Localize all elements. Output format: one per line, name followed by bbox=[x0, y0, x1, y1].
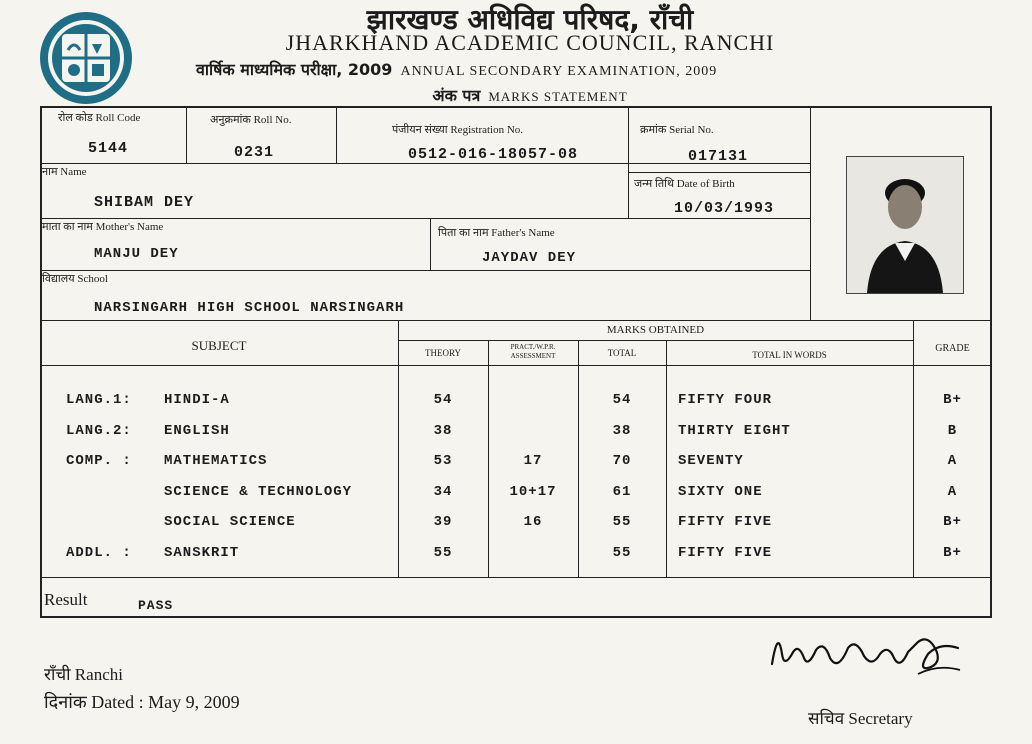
cell-grade: B+ bbox=[943, 514, 962, 530]
roll-code: 5144 bbox=[88, 140, 129, 157]
cell-words: SIXTY ONE bbox=[678, 483, 763, 500]
cell-words: FIFTY FOUR bbox=[678, 392, 773, 408]
cell-grade: A bbox=[947, 483, 958, 500]
secretary-label: सचिव Secretary bbox=[808, 709, 913, 728]
cell-total: 61 bbox=[612, 483, 632, 500]
theory-header: THEORY bbox=[425, 348, 461, 358]
secretary-signature bbox=[768, 624, 978, 688]
exam-title-hindi: वार्षिक माध्यमिक परीक्षा, 2009 bbox=[196, 60, 393, 79]
result-value: PASS bbox=[138, 598, 174, 613]
roll-code-label: रोल कोड Roll Code bbox=[58, 112, 141, 124]
student-name: SHIBAM DEY bbox=[94, 194, 195, 211]
cell-theory: 55 bbox=[433, 544, 453, 561]
marks-obtained-header: MARKS OBTAINED bbox=[606, 324, 705, 336]
cell-subject: HINDI-A bbox=[164, 392, 230, 408]
cell-grade: B+ bbox=[943, 544, 962, 561]
roll-no: 0231 bbox=[234, 144, 275, 161]
school-label: विद्यालय School bbox=[42, 273, 108, 285]
registration-no: 0512-016-18057-08 bbox=[408, 146, 579, 163]
title-hindi: झारखण्ड अधिविद्य परिषद, राँची bbox=[366, 3, 694, 36]
marks-statement-hindi: अंक पत्र bbox=[432, 86, 481, 105]
marks-statement-title bbox=[300, 84, 760, 106]
mother-name: MANJU DEY bbox=[94, 246, 179, 262]
cell-subject: ENGLISH bbox=[164, 422, 230, 439]
dob-label: जन्म तिथि Date of Birth bbox=[634, 178, 735, 190]
serial-no: 017131 bbox=[688, 148, 749, 165]
cell-group: LANG.2: bbox=[66, 422, 132, 439]
cell-subject: SOCIAL SCIENCE bbox=[164, 514, 296, 530]
student-photo bbox=[846, 156, 964, 294]
exam-title bbox=[196, 58, 856, 80]
cell-grade: B+ bbox=[943, 392, 962, 408]
practical-header: PRACT./W.P.R. ASSESSMENT bbox=[510, 343, 556, 360]
school-name: NARSINGARH HIGH SCHOOL NARSINGARH bbox=[94, 300, 405, 316]
roll-no-label: अनुक्रमांक Roll No. bbox=[210, 114, 292, 126]
cell-total: 55 bbox=[612, 544, 632, 561]
date: दिनांक Dated : May 9, 2009 bbox=[44, 692, 240, 712]
council-seal-icon bbox=[38, 10, 134, 106]
cell-words: SEVENTY bbox=[678, 453, 744, 469]
serial-label: क्रमांक Serial No. bbox=[640, 124, 714, 136]
cell-grade: A bbox=[947, 453, 958, 469]
result-label: Result bbox=[44, 590, 88, 609]
cell-theory: 34 bbox=[433, 483, 453, 500]
cell-group: ADDL. : bbox=[66, 544, 132, 561]
exam-title-english: ANNUAL SECONDARY EXAMINATION, 2009 bbox=[400, 64, 718, 79]
cell-grade: B bbox=[947, 422, 958, 439]
cell-subject: SCIENCE & TECHNOLOGY bbox=[164, 483, 353, 500]
registration-label: पंजीयन संख्या Registration No. bbox=[392, 124, 524, 136]
grade-header: GRADE bbox=[935, 343, 970, 354]
cell-practical: 10+17 bbox=[509, 483, 557, 500]
cell-theory: 38 bbox=[433, 422, 453, 439]
total-in-words-header: TOTAL IN WORDS bbox=[752, 350, 827, 360]
name-label: नाम Name bbox=[42, 166, 87, 178]
mother-label: माता का नाम Mother's Name bbox=[42, 221, 164, 233]
cell-words: FIFTY FIVE bbox=[678, 544, 773, 561]
cell-total: 54 bbox=[612, 392, 632, 408]
cell-theory: 39 bbox=[433, 514, 453, 530]
cell-words: FIFTY FIVE bbox=[678, 514, 773, 530]
father-label: पिता का नाम Father's Name bbox=[438, 227, 555, 239]
title-english: JHARKHAND ACADEMIC COUNCIL, RANCHI bbox=[285, 30, 775, 55]
father-name: JAYDAV DEY bbox=[482, 250, 577, 266]
cell-total: 38 bbox=[612, 422, 632, 439]
subject-header: SUBJECT bbox=[191, 338, 247, 353]
cell-theory: 53 bbox=[433, 453, 453, 469]
cell-subject: MATHEMATICS bbox=[164, 453, 268, 469]
total-header: TOTAL bbox=[607, 348, 637, 358]
cell-total: 55 bbox=[612, 514, 632, 530]
place: राँची Ranchi bbox=[44, 665, 123, 684]
cell-theory: 54 bbox=[433, 392, 453, 408]
cell-words: THIRTY EIGHT bbox=[678, 422, 791, 439]
cell-group: LANG.1: bbox=[66, 392, 132, 408]
dob: 10/03/1993 bbox=[674, 200, 775, 217]
cell-group: COMP. : bbox=[66, 453, 132, 469]
cell-subject: SANSKRIT bbox=[164, 544, 240, 561]
marks-statement-english: MARKS STATEMENT bbox=[488, 89, 628, 104]
cell-practical: 16 bbox=[523, 514, 543, 530]
cell-total: 70 bbox=[612, 453, 632, 469]
cell-practical: 17 bbox=[523, 453, 543, 469]
